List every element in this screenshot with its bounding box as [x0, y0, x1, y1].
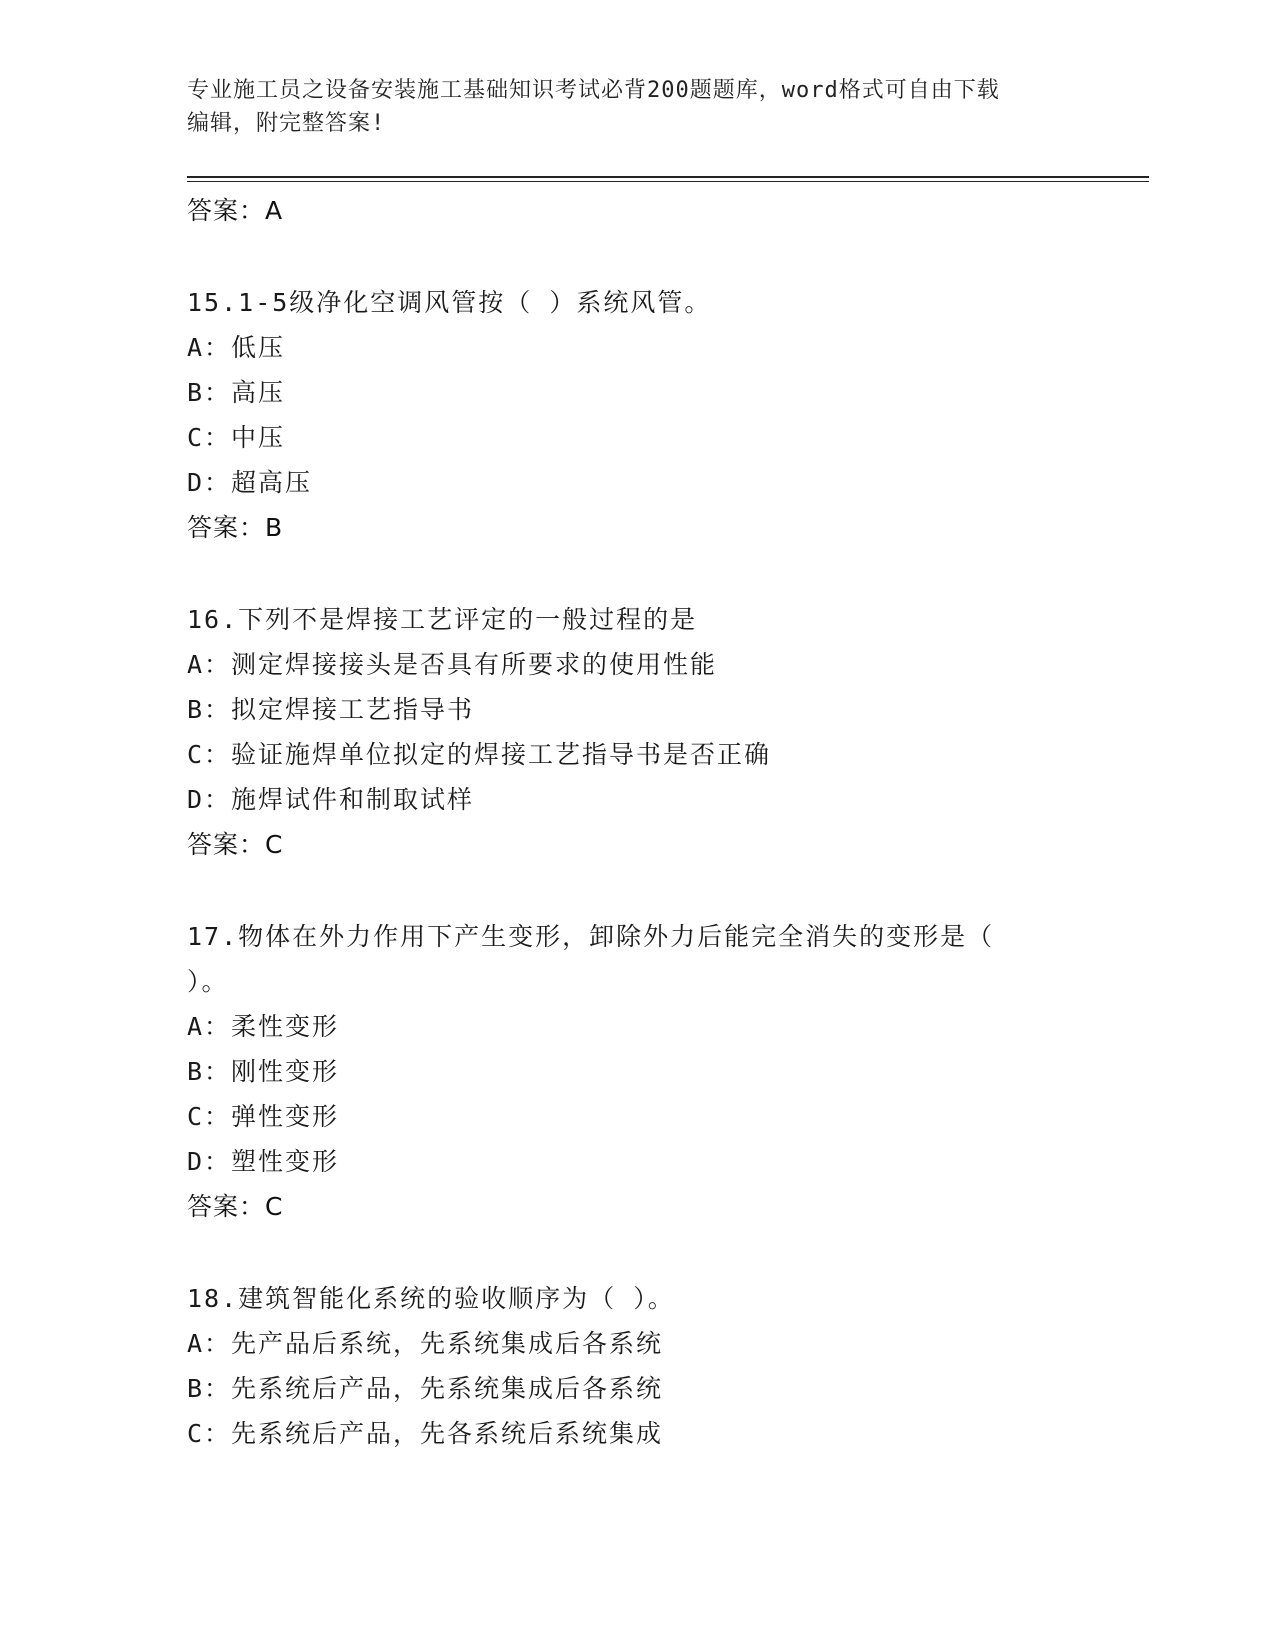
question-block-18 [187, 1276, 1137, 1456]
question-block-17 [187, 914, 1137, 1229]
option-a: A：柔性变形 [187, 1012, 340, 1041]
answer-line: 答案：C [187, 830, 284, 859]
option-a: A：测定焊接接头是否具有所要求的使用性能 [187, 650, 718, 679]
answer-line: 答案：A [187, 196, 284, 225]
question-stem-continued: ）。 [187, 967, 229, 996]
question-stem: 16.下列不是焊接工艺评定的一般过程的是 [187, 605, 698, 634]
spacer [187, 550, 1137, 597]
answer-line: 答案：C [187, 1192, 284, 1221]
header-line-1: 专业施工员之设备安装施工基础知识考试必背200题题库，word格式可自由下载 [187, 78, 1000, 103]
header-divider [187, 176, 1149, 178]
answer-line: 答案：B [187, 513, 284, 542]
question-block-16 [187, 597, 1137, 867]
option-c: C：弹性变形 [187, 1102, 340, 1131]
question-stem: 18.建筑智能化系统的验收顺序为（ ）。 [187, 1284, 675, 1313]
spacer [187, 233, 1137, 280]
option-c: C：验证施焊单位拟定的焊接工艺指导书是否正确 [187, 740, 772, 769]
question-stem: 15.1-5级净化空调风管按（ ）系统风管。 [187, 288, 712, 317]
option-a: A：先产品后系统，先系统集成后各系统 [187, 1329, 664, 1358]
question-stem: 17.物体在外力作用下产生变形，卸除外力后能完全消失的变形是（ [187, 922, 995, 951]
header-line-2: 编辑，附完整答案! [187, 111, 386, 136]
header-divider-thin [187, 181, 1149, 182]
question-block-15 [187, 280, 1137, 550]
spacer [187, 867, 1137, 914]
option-c: C：先系统后产品，先各系统后系统集成 [187, 1419, 664, 1448]
option-d: D：塑性变形 [187, 1147, 340, 1176]
option-d: D：施焊试件和制取试样 [187, 785, 475, 814]
option-b: B：拟定焊接工艺指导书 [187, 695, 475, 724]
question-list [187, 188, 1137, 1456]
option-b: B：刚性变形 [187, 1057, 340, 1086]
document-header [187, 74, 1087, 140]
spacer [187, 1229, 1137, 1276]
option-b: B：先系统后产品，先系统集成后各系统 [187, 1374, 664, 1403]
option-c: C：中压 [187, 423, 286, 452]
option-a: A：低压 [187, 333, 286, 362]
option-d: D：超高压 [187, 468, 313, 497]
option-b: B：高压 [187, 378, 286, 407]
